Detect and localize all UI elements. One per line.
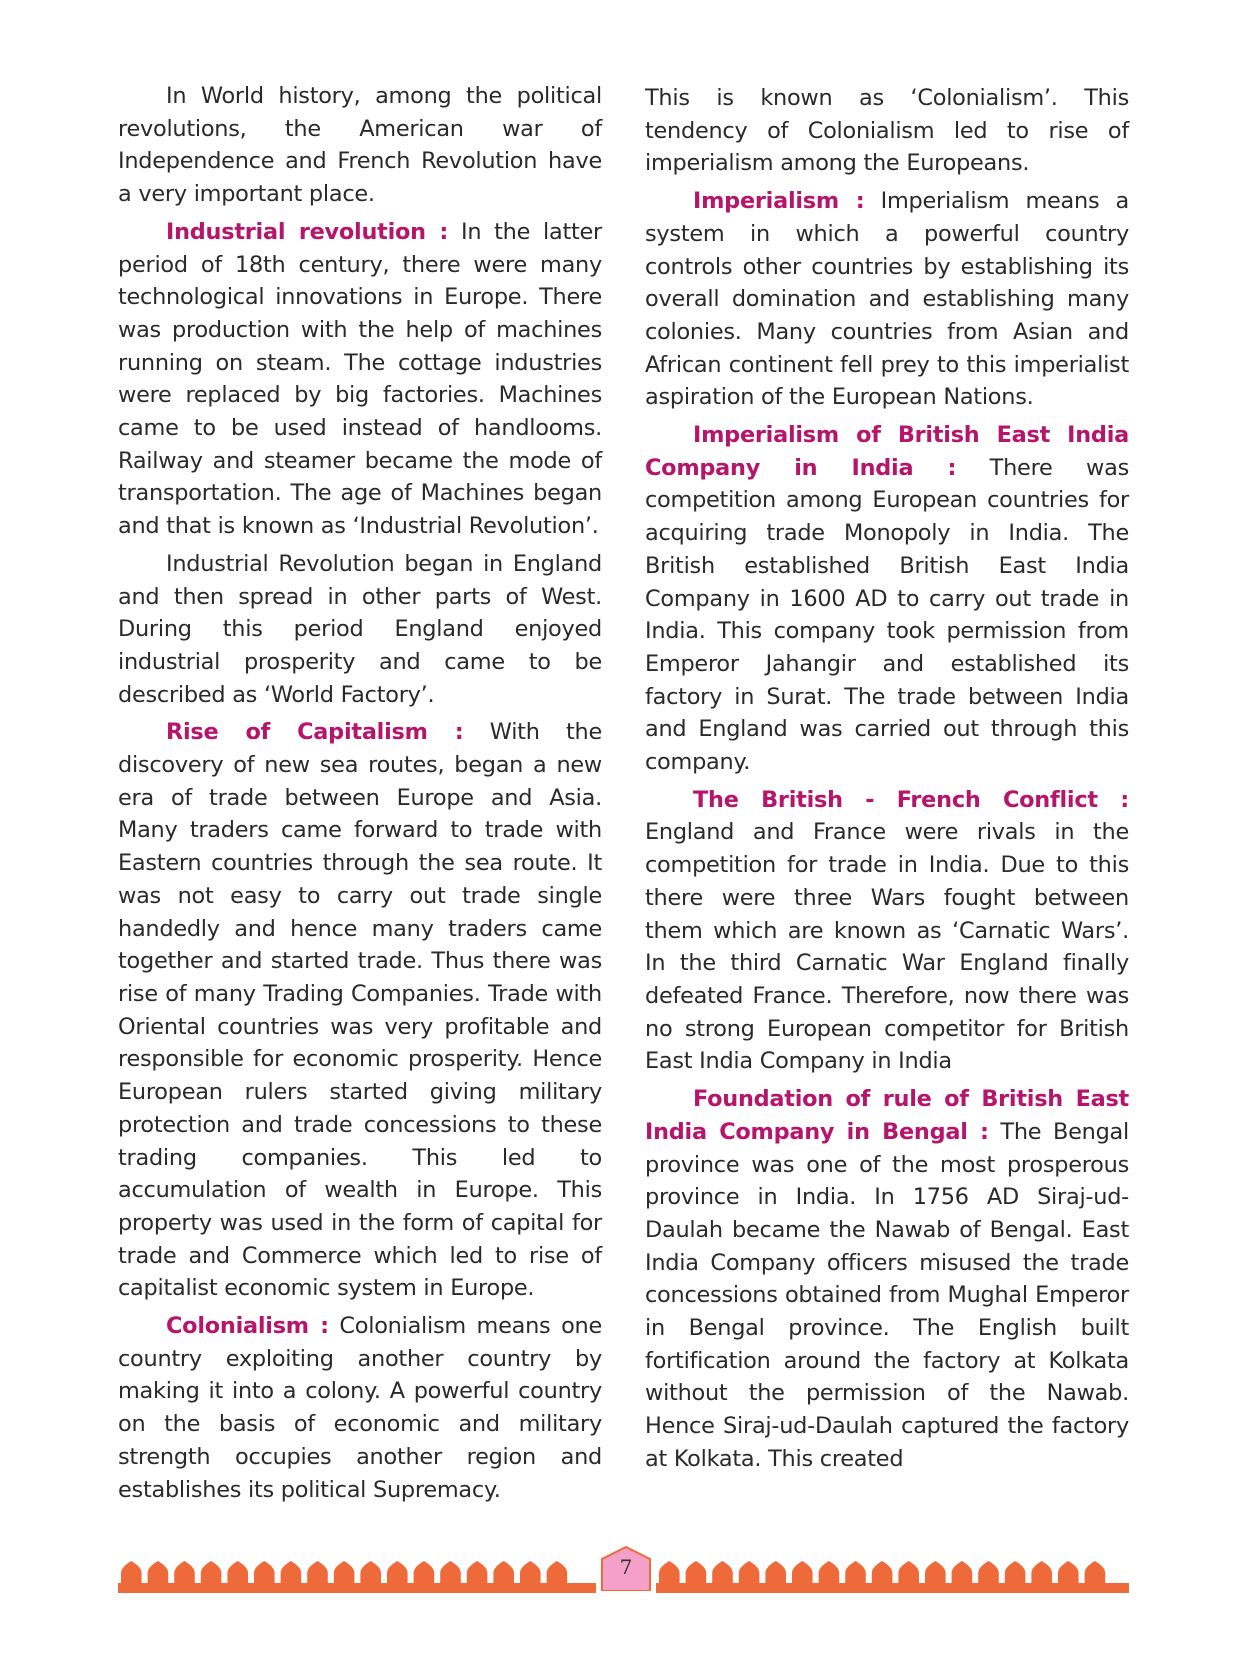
text-east-india-company: There was competition among European countries for acquiring trade Monopoly in India. The British established British East India Company in 1600 AD to carry out trade in India. This company took permission from Emperor Jahangir and established its factory in Surat. The trade between India and England was carried out through this company. [645,454,1129,776]
heading-bengal-rule: Foundation of rule of British East India Company in Bengal : [645,1086,1129,1145]
text-industrial-revolution: In the latter period of 18th century, there were many technological innovations in Europe. There was production with the help of machines running on steam. The cottage industries were replaced by big factories. Machines came to be used instead of handlooms. Railway and steamer became the mode of transportation. The age of Machines began and that is known as ‘Industrial Revolution’. [118,218,603,540]
border-arch [686,1561,707,1585]
border-arch [148,1561,169,1585]
border-arch [739,1561,760,1585]
border-arch [174,1561,195,1585]
text-colonialism: Colonialism means one country exploiting another country by making it into a colony. A powerful country on the basis of economic and military strength occupies another region and establishes its political Supremacy. [118,1313,602,1503]
text-capitalism: With the discovery of new sea routes, began a new era of trade between Europe and Asia. Many traders came forward to trade with Eastern countries through the sea route. It was not easy to carry out trade single handedly and hence many traders came together and started trade. Thus there was rise of many Trading Companies. Trade with Oriental countries was very profitable and responsible for economic prosperity. Hence European rulers started giving military protection and trade concessions to these trading companies. This led to accumulation of wealth in Europe. This property was used in the form of capital for trade and Commerce which led to rise of capitalist economic system in Europe. [118,719,602,1302]
paragraph-bengal-rule [645,1083,1129,1475]
heading-industrial-revolution: Industrial revolution : [166,218,449,245]
border-arch [547,1561,568,1585]
page-number: 7 [619,1555,633,1579]
paragraph-intro: In World history, among the political revolutions, the American war of Independence and French Revolution have a very important place. [118,83,602,208]
border-arch [440,1561,461,1585]
border-arch [467,1561,488,1585]
border-arch [520,1561,541,1585]
text-british-french-conflict: England and France were rivals in the competition for trade in India. Due to this there were three Wars fought between them which are known as ‘Carnatic Wars’. In the third Carnatic War England finally defeated France. Therefore, now there was no strong European competitor for British East India Company in India [645,819,1129,1075]
paragraph-colonialism [118,1310,602,1506]
paragraph-capitalism [118,716,602,1305]
heading-imperialism: Imperialism : [693,188,865,215]
border-arch [254,1561,275,1585]
border-arch [765,1561,786,1585]
border-arch [227,1561,248,1585]
border-arch [659,1561,680,1585]
heading-british-french-conflict: The British - French Conflict : [693,786,1129,813]
border-arch [792,1561,813,1585]
border-arch [493,1561,514,1585]
heading-colonialism: Colonialism : [166,1313,329,1340]
arch-row-left [118,1561,596,1593]
border-arch [925,1561,946,1585]
border-arch [121,1561,142,1585]
border-arch [201,1561,222,1585]
heading-capitalism: Rise of Capitalism : [166,719,464,746]
border-arch [1031,1561,1052,1585]
paragraph-england-factory: Industrial Revolution began in England and then spread in other parts of West. During this period England enjoyed industrial prosperity and came to be described as ‘World Factory’. [118,550,602,708]
border-arch [952,1561,973,1585]
page-number-badge [598,1545,654,1591]
text-imperialism: Imperialism means a system in which a powerful country controls other countries by establishing its overall domination and establishing many colonies. Many countries from Asian and African continent fell prey to this imperialist aspiration of the European Nations. [645,188,1129,411]
border-arch [845,1561,866,1585]
border-arch [387,1561,408,1585]
border-arch [872,1561,893,1585]
heading-east-india-company: Imperialism of British East India Company in India : [645,422,1129,481]
border-arch [712,1561,733,1585]
border-arch [414,1561,435,1585]
border-arch [334,1561,355,1585]
right-column [645,82,1129,1481]
paragraph-east-india-company [645,419,1129,779]
border-arch [281,1561,302,1585]
border-arch [1085,1561,1106,1585]
paragraph-colonialism-continued: This is known as ‘Colonialism’. This tendency of Colonialism led to rise of imperialism among the Europeans. [645,85,1129,177]
border-arch [898,1561,919,1585]
footer-border [118,1545,1129,1595]
left-column [118,80,602,1511]
arch-row-right [656,1561,1129,1593]
border-arch [360,1561,381,1585]
text-bengal-rule: The Bengal province was one of the most prosperous province in India. In 1756 AD Siraj-ud-Daulah became the Nawab of Bengal. East India Company officers misused the trade concessions obtained from Mughal Emperor in Bengal province. The English built fortification around the factory at Kolkata without the permission of the Nawab. Hence Siraj-ud-Daulah captured the factory at Kolkata. This created [645,1118,1129,1472]
border-arch [1005,1561,1026,1585]
border-arch [978,1561,999,1585]
border-arch [307,1561,328,1585]
paragraph-industrial-revolution [118,216,602,543]
paragraph-british-french-conflict [645,784,1129,1078]
border-arch [1058,1561,1079,1585]
border-arch [819,1561,840,1585]
paragraph-imperialism [645,185,1129,414]
